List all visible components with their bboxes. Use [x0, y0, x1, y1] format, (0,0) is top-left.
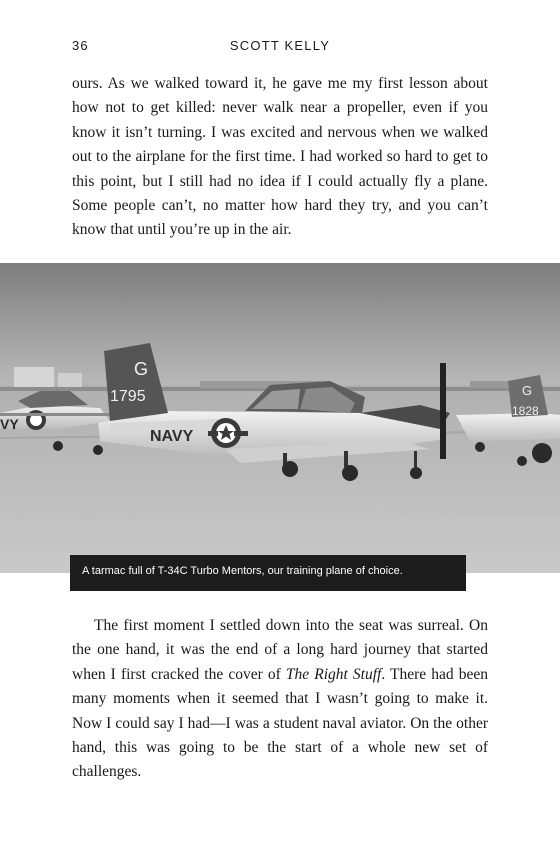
tarmac-photo [0, 263, 560, 573]
tail-number-right: 1828 [512, 404, 539, 418]
tail-letter-right: G [522, 383, 533, 398]
tail-letter-main: G [134, 359, 149, 379]
fuselage-marking-left: VY [0, 416, 19, 432]
running-head-author: SCOTT KELLY [229, 38, 331, 53]
paragraph-2-text-start: The first moment I settled down into the seat was surreal. On the one hand, it was the end of a long hard journey that started when I first cracked the cover of [72, 617, 488, 683]
body-paragraph-1: ours. As we walked toward it, he gave me my first lesson about how not to get killed: never walk near a propeller, even if you know it isn’t turning. I was excited and nervous when we walked out to the airplane for the first time. I had worked so hard to get to this point, but I still had no idea if I could actually fly a plane. Some people can’t, no matter how hard they try, and you can’t know that until you’re up in the air. [72, 75, 488, 239]
tail-number-main: 1795 [110, 388, 146, 405]
fuselage-marking-navy: NAVY [150, 428, 194, 445]
paragraph-2-text-end: . There had been many moments when it seemed that I wasn’t going to make it. Now I could say I had—I was a student naval aviator. On the other hand, this was going to be the start of a whole new set of challenges. [72, 665, 489, 781]
photo-caption: A tarmac full of T-34C Turbo Mentors, our training plane of choice. [70, 555, 466, 591]
page-number: 36 [72, 38, 89, 53]
running-head [72, 38, 488, 58]
book-title: The Right Stuff [285, 665, 382, 683]
body-paragraph-2 [72, 614, 488, 785]
